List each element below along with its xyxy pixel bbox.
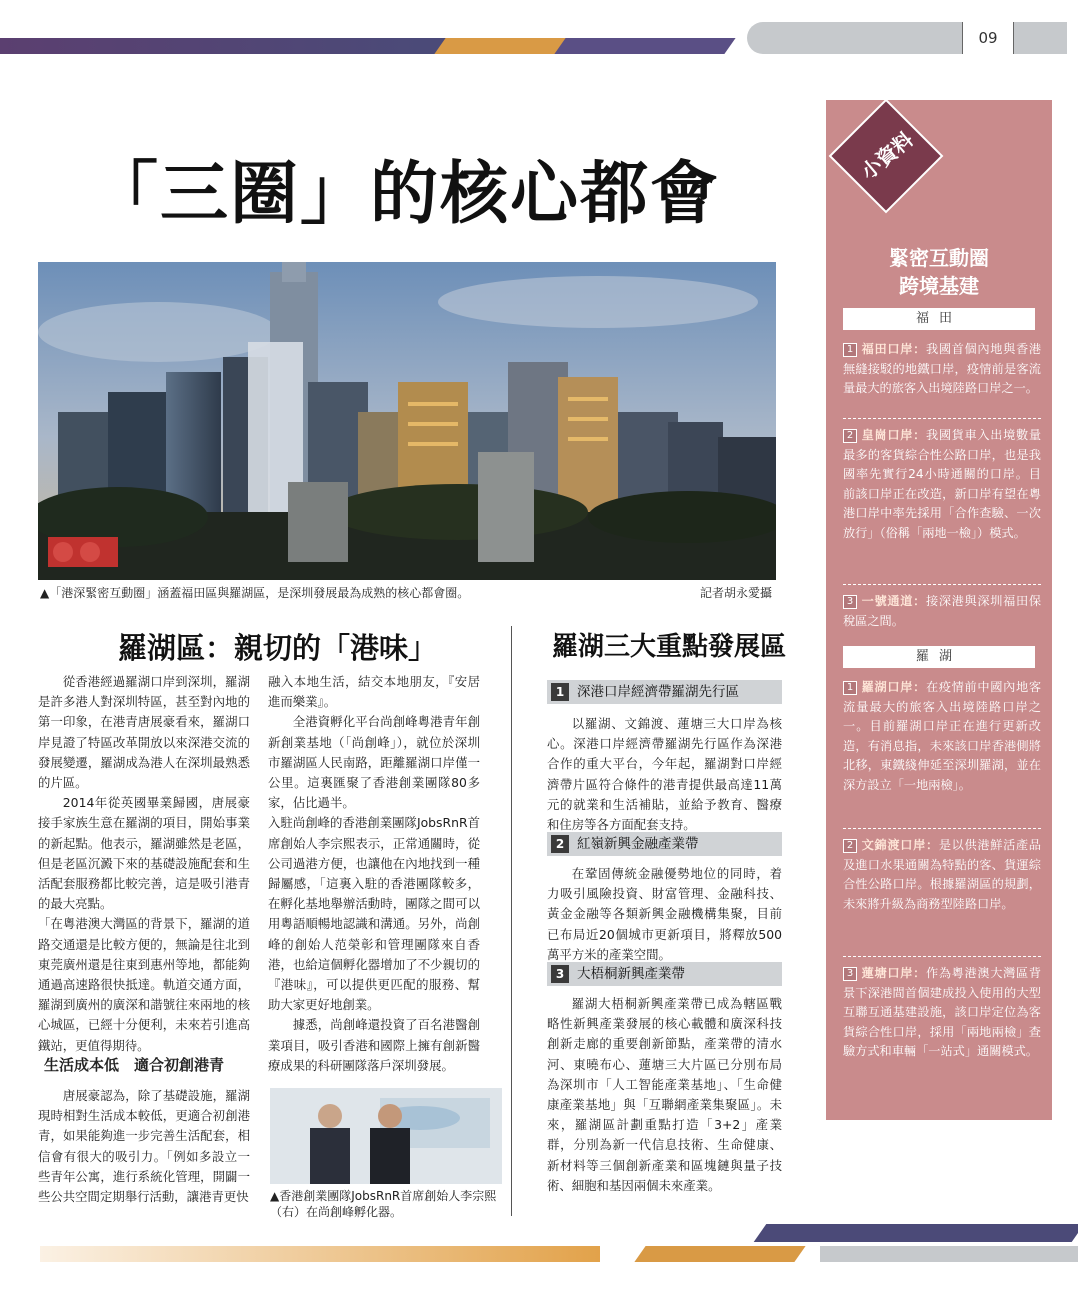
column-divider	[511, 626, 512, 1216]
sidebar-item	[843, 964, 1041, 1062]
left-article-subhead: 生活成本低 適合初創港青	[44, 1056, 225, 1074]
founder-photo	[270, 1088, 502, 1184]
left-article-col1b	[38, 1086, 250, 1207]
item-text: 在疫情前中國內地客流量最大的旅客入出境陸路口岸之一。目前羅湖口岸正在進行更新改造，有消息指，未來該口岸香港側將北移，東鐵綫伸延至深圳羅湖，並在深方設立「一地兩檢」。	[843, 680, 1042, 792]
item-number: 1	[843, 681, 857, 695]
header-stripe-purple	[554, 38, 735, 54]
paragraph: 在鞏固傳統金融優勢地位的同時，着力吸引風險投資、財富管理、金融科技、黃金金融等各類新興金融機構集聚，目前已布局近20個城市更新項目，將釋放500萬平方米的產業空間。	[547, 866, 782, 962]
item-text: 接深港與深圳福田保稅區之間。	[843, 594, 1042, 628]
item-text: 我國首個內地與香港無縫接駁的地鐵口岸，疫情前是客流量最大的旅客入出境陸路口岸之一。	[843, 342, 1042, 395]
paragraph: 2014年從英國畢業歸國，唐展豪接手家族生意在羅湖的項目，開始事業的新起點。他表示，羅湖雖然是老區，但是老區沉澱下來的基礎設施配套和生活配套服務都比較完善，這是吸引港青的最大亮點。	[38, 795, 250, 912]
sidebar-item	[843, 836, 1041, 914]
zone-title: 紅嶺新興金融產業帶	[577, 836, 699, 852]
zone-heading	[547, 832, 782, 856]
page-number-pill	[747, 22, 1067, 54]
item-label: 蓮塘口岸：	[861, 966, 926, 980]
sidebar-item	[843, 678, 1041, 795]
footer-stripe-gray	[820, 1246, 1078, 1262]
sidebar-divider	[843, 584, 1041, 585]
sidebar-item	[843, 426, 1041, 543]
paragraph: 「在粵港澳大灣區的背景下，羅湖的道路交通還是比較方便的，無論是往北到東莞廣州還是往東到惠州等地，都能夠通過高速路很快抵達。軌道交通方面，羅湖到廣州的廣深和諧號往來兩地的核心城區，已經十分便利，未來若引進高鐵站，更值得期待。	[38, 916, 250, 1053]
item-number: 2	[843, 839, 857, 853]
sidebar-item	[843, 340, 1041, 399]
item-label: 文錦渡口岸：	[861, 838, 939, 852]
item-label: 羅湖口岸：	[861, 680, 926, 694]
paragraph: 以羅湖、文錦渡、蓮塘三大口岸為核心。深港口岸經濟帶羅湖先行區作為深港合作的重大平台，今年起，羅湖對口岸經濟帶片區符合條件的港青提供最高達11萬元的就業和生活補貼，並給予教育、醫療和住房等各方面配套支持。	[547, 716, 782, 833]
item-text: 是以供港鮮活產品及進口水果通關為特點的客、貨運綜合性公路口岸。根據羅湖區的規劃，未來將升級為商務型陸路口岸。	[843, 838, 1041, 911]
paragraph: 據悉，尚創峰還投資了百名港醫創業項目，吸引香港和國際上擁有創新醫療成果的科研團隊落戶深圳發展。	[268, 1017, 480, 1073]
right-article-title: 羅湖三大重點發展區	[552, 632, 787, 662]
paragraph: 羅湖大梧桐新興產業帶已成為轄區戰略性新興產業發展的核心載體和廣深科技創新走廊的重要創新節點，產業帶的清水河、東曉布心、蓮塘三大片區已分別布局為深圳市「人工智能產業基地」、「生命健康產業基地」與「互聯網產業集聚區」。未來，羅湖區計劃重點打造「3+2」產業群，分別為新一代信息技術、生命健康、新材料等三個創新產業和區塊鏈與量子技術、細胞和基因兩個未來產業。	[547, 996, 782, 1193]
item-label: 皇崗口岸：	[861, 428, 926, 442]
paragraph: 融入本地生活，結交本地朋友，『安居進而樂業』。	[268, 674, 480, 710]
paragraph: 從香港經過羅湖口岸到深圳，羅湖是許多港人對深圳特區，甚至對內地的第一印象，在港青唐展豪看來，羅湖口岸見證了特區改革開放以來深港交流的發展變遷，羅湖成為港人在深圳最熟悉的片區。	[38, 674, 250, 791]
sidebar-title-line1: 緊密互動圈	[889, 246, 989, 270]
sidebar-item	[843, 592, 1041, 631]
item-label: 一號通道：	[861, 594, 926, 608]
sidebar-title-line2: 跨境基建	[899, 274, 979, 298]
sidebar-badge-label: 小資料	[856, 127, 918, 185]
item-text: 我國貨車入出境數量最多的客貨綜合性公路口岸，也是我國率先實行24小時通關的口岸。目前該口岸正在改造，新口岸有望在粵港口岸中率先採用「合作查驗、一次放行」（俗稱「兩地一檢」）模式。	[843, 428, 1042, 540]
paragraph: 全港資孵化平台尚創峰粵港青年創新創業基地（「尚創峰」），就位於深圳市羅湖區人民南路，距離羅湖口岸僅一公里。這裏匯聚了香港創業團隊80多家，佔比過半。	[268, 714, 480, 811]
item-number: 1	[843, 343, 857, 357]
photo-credit: 記者胡永愛攝	[700, 586, 773, 600]
skyline-photo	[38, 262, 776, 580]
left-article-title: 羅湖區：親切的「港味」	[118, 631, 438, 665]
header-stripe-fade	[0, 38, 420, 54]
founder-photo-caption: ▲香港創業團隊JobsRnR首席創始人李宗熙（右）在尚創峰孵化器。	[270, 1189, 497, 1219]
sidebar-divider	[843, 418, 1041, 419]
zone-heading	[547, 680, 782, 704]
zone-number: 2	[551, 835, 569, 853]
footer-stripe-purple	[754, 1224, 1078, 1242]
footer-stripe-gold-right	[634, 1246, 805, 1262]
sidebar-section-bar: 福田	[843, 308, 1035, 330]
sidebar-title	[826, 244, 1052, 300]
paragraph: 入駐尚創峰的香港創業團隊JobsRnR首席創始人李宗熙表示，正常通關時，從公司過港方便，也讓他在內地找到一種歸屬感，「這裏入駐的香港團隊較多，在孵化基地舉辦活動時，團隊之間可以用粵語順暢地認識和溝通。另外，尚創峰的創始人范榮彰和管理團隊來自香港，也給這個孵化器增加了不少親切的『港味』，可以提供更匹配的服務、幫助大家更好地創業。	[268, 815, 480, 1013]
left-article-col1	[38, 672, 250, 1056]
item-text: 作為粵港澳大灣區背景下深港間首個建成投入使用的大型互聯互通基建設施，該口岸定位為客貨綜合性口岸，採用「兩地兩檢」查驗方式和車輛「一站式」通關模式。	[843, 966, 1042, 1058]
left-article-col2	[268, 672, 480, 1076]
sidebar-section-bar: 羅湖	[843, 646, 1035, 668]
zone-number: 1	[551, 683, 569, 701]
item-number: 3	[843, 595, 857, 609]
zone-text	[547, 994, 782, 1196]
photo-caption: ▲「港深緊密互動圈」涵蓋福田區與羅湖區，是深圳發展最為成熟的核心都會圈。	[40, 586, 470, 600]
footer-stripe-gold	[40, 1246, 600, 1262]
zone-heading	[547, 962, 782, 986]
item-label: 福田口岸：	[861, 342, 926, 356]
item-number: 2	[843, 429, 857, 443]
paragraph: 唐展豪認為，除了基礎設施，羅湖現時相對生活成本較低，更適合初創港青，如果能夠進一步完善生活配套，相信會有很大的吸引力。「例如多設立一些青年公寓，進行系統化管理，開闢一些公共空間定期舉行活動，讓港青更快	[38, 1088, 250, 1205]
zone-title: 大梧桐新興產業帶	[577, 966, 685, 982]
zone-title: 深港口岸經濟帶羅湖先行區	[577, 684, 739, 700]
zone-number: 3	[551, 965, 569, 983]
headline: 「三圈」的核心都會	[90, 154, 721, 234]
zone-text	[547, 864, 782, 965]
page-number: 09	[962, 22, 1014, 54]
item-number: 3	[843, 967, 857, 981]
zone-text	[547, 714, 782, 835]
sidebar-divider	[843, 828, 1041, 829]
sidebar-divider	[843, 956, 1041, 957]
